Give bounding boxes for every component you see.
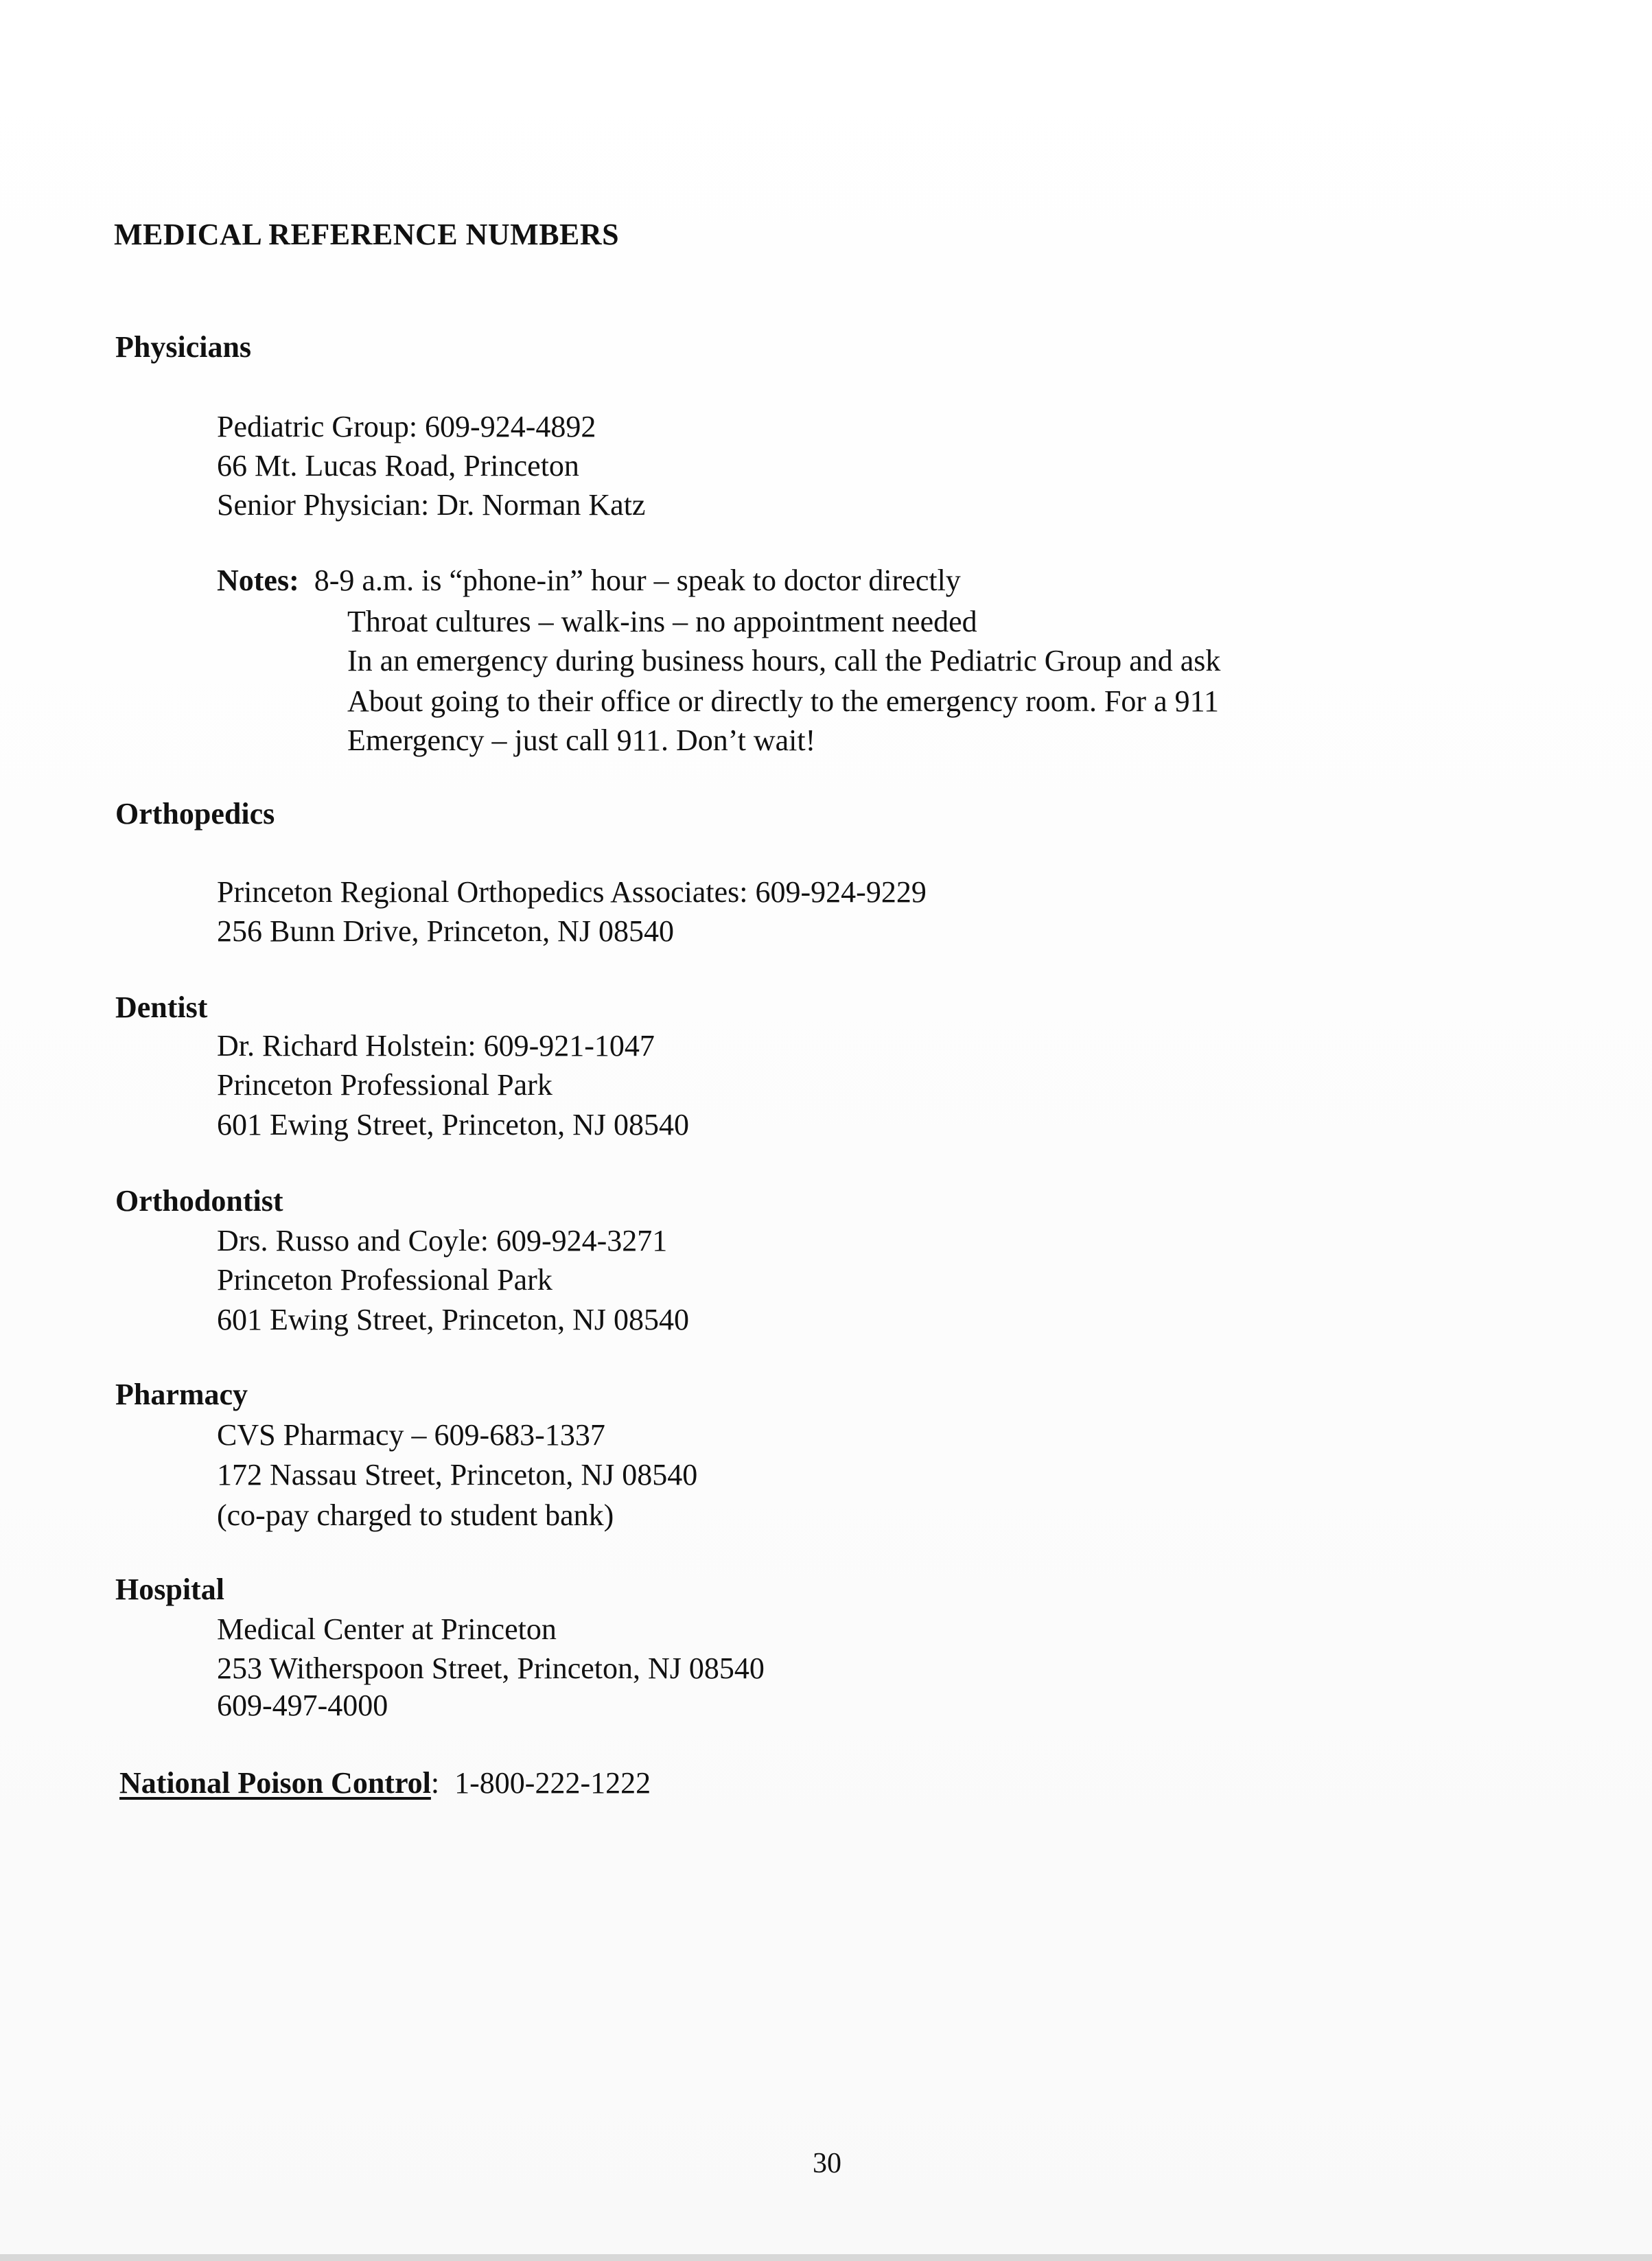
poison-control-number: 1-800-222-1222 <box>454 1766 651 1800</box>
physicians-line: Senior Physician: Dr. Norman Katz <box>217 488 646 522</box>
orthodontist-line: Princeton Professional Park <box>217 1263 552 1297</box>
hospital-heading: Hospital <box>115 1573 224 1606</box>
orthodontist-line: Drs. Russo and Coyle: 609-924-3271 <box>217 1224 668 1257</box>
poison-control-label: National Poison Control <box>119 1766 431 1800</box>
orthodontist-line: 601 Ewing Street, Princeton, NJ 08540 <box>217 1303 690 1336</box>
page-title: MEDICAL REFERENCE NUMBERS <box>114 218 620 251</box>
notes-line: Emergency – just call 911. Don’t wait! <box>347 723 816 757</box>
notes-line: Throat cultures – walk-ins – no appointment needed <box>347 605 977 638</box>
dentist-line: Princeton Professional Park <box>217 1068 552 1102</box>
hospital-line: 253 Witherspoon Street, Princeton, NJ 08540 <box>217 1651 765 1685</box>
orthopedics-line: Princeton Regional Orthopedics Associates: 609-924-9229 <box>217 875 927 909</box>
orthopedics-heading: Orthopedics <box>115 797 275 831</box>
orthodontist-heading: Orthodontist <box>115 1184 283 1218</box>
pharmacy-line: 172 Nassau Street, Princeton, NJ 08540 <box>217 1458 698 1492</box>
hospital-line: Medical Center at Princeton <box>217 1612 557 1646</box>
pharmacy-heading: Pharmacy <box>115 1378 248 1411</box>
pharmacy-line: CVS Pharmacy – 609-683-1337 <box>217 1418 605 1452</box>
physicians-line: 66 Mt. Lucas Road, Princeton <box>217 449 579 483</box>
notes-label: Notes: <box>217 564 299 597</box>
scan-edge <box>0 2254 1652 2261</box>
dentist-line: 601 Ewing Street, Princeton, NJ 08540 <box>217 1108 690 1141</box>
page-number: 30 <box>813 2148 841 2179</box>
poison-control <box>119 1765 651 1800</box>
dentist-line: Dr. Richard Holstein: 609-921-1047 <box>217 1029 655 1063</box>
hospital-line: 609-497-4000 <box>217 1689 388 1722</box>
notes-text: 8-9 a.m. is “phone-in” hour – speak to doctor directly <box>314 564 961 597</box>
notes-line: About going to their office or directly to the emergency room. For a 911 <box>347 684 1219 718</box>
pharmacy-line: (co-pay charged to student bank) <box>217 1498 614 1532</box>
notes-first-line <box>217 563 961 598</box>
physicians-line: Pediatric Group: 609-924-4892 <box>217 410 596 443</box>
poison-control-colon: : <box>430 1766 440 1800</box>
notes-line: In an emergency during business hours, call the Pediatric Group and ask <box>347 644 1221 677</box>
orthopedics-line: 256 Bunn Drive, Princeton, NJ 08540 <box>217 914 675 948</box>
dentist-heading: Dentist <box>115 990 208 1024</box>
physicians-heading: Physicians <box>115 330 252 364</box>
